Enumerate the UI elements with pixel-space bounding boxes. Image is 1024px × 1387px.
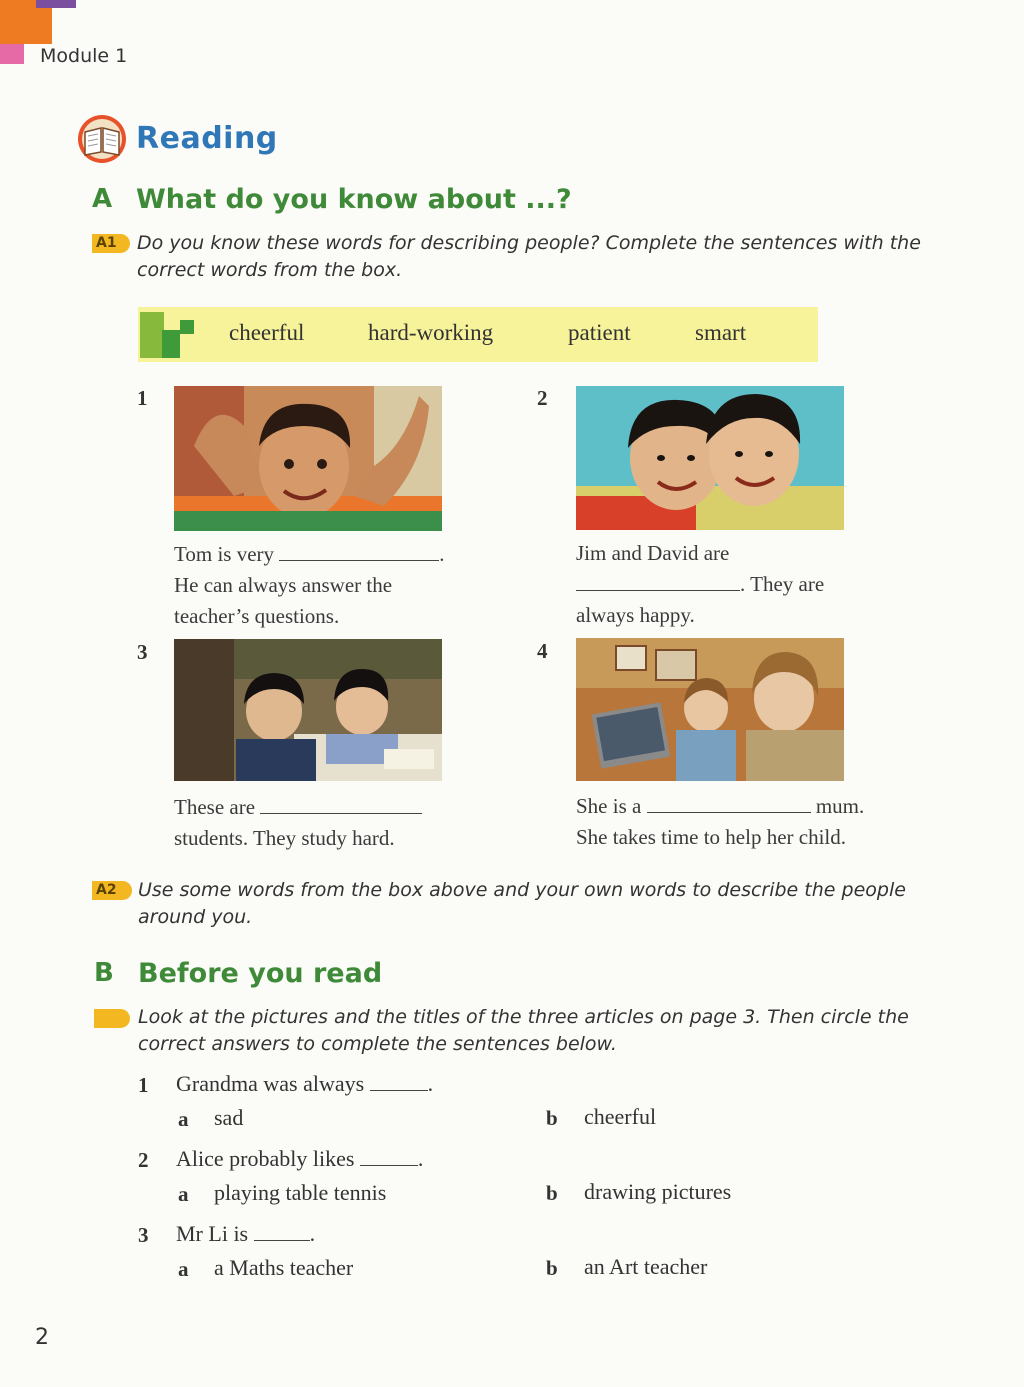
word-patient: patient	[568, 320, 631, 345]
module-label: Module 1	[40, 45, 128, 67]
photo-smiling-boy	[174, 386, 442, 531]
option-a-label: a	[178, 1182, 189, 1206]
word-hard-working: hard-working	[368, 320, 494, 345]
book-icon	[76, 114, 128, 164]
item-1-line2: He can always answer the	[174, 573, 393, 597]
answer-blank[interactable]	[279, 560, 439, 561]
corner-decoration-pink	[0, 44, 24, 64]
question-2: Alice probably likes .	[176, 1146, 424, 1171]
word-box-decoration	[180, 320, 194, 334]
question-number: 2	[138, 1148, 149, 1172]
answer-blank[interactable]	[360, 1165, 418, 1166]
item-3-line1: These are	[174, 792, 422, 823]
item-2-line1: Jim and David are	[576, 541, 730, 565]
section-a-letter: A	[92, 184, 113, 214]
b-instruction-line2: correct answers to complete the sentences below.	[138, 1033, 617, 1055]
option-b-label: b	[546, 1181, 558, 1205]
option-b-label: b	[546, 1256, 558, 1280]
item-2-line2: . They are	[576, 569, 824, 600]
section-b-title: Before you read	[138, 958, 383, 989]
b-tag	[94, 1009, 130, 1028]
b-instruction-line1: Look at the pictures and the titles of the three articles on page 3. Then circle the	[138, 1006, 909, 1028]
option-a[interactable]: a Maths teacher	[214, 1255, 354, 1280]
question-number: 3	[138, 1223, 149, 1247]
item-4-line2: She takes time to help her child.	[576, 825, 847, 849]
word-box-decoration	[140, 312, 164, 358]
option-a-label: a	[178, 1107, 189, 1131]
option-b-label: b	[546, 1106, 558, 1130]
option-b[interactable]: drawing pictures	[584, 1179, 732, 1204]
word-cheerful: cheerful	[229, 320, 305, 345]
word-smart: smart	[695, 320, 747, 345]
item-number: 3	[137, 640, 148, 664]
answer-blank[interactable]	[370, 1090, 428, 1091]
item-1-line3: teacher’s questions.	[174, 604, 340, 628]
photo-students-studying	[174, 639, 442, 781]
option-a[interactable]: playing table tennis	[214, 1180, 387, 1205]
a1-instruction-line2: correct words from the box.	[137, 259, 403, 281]
photo-mother-helping-child	[576, 638, 844, 781]
item-2-line3: always happy.	[576, 603, 695, 627]
a2-instruction-line2: around you.	[138, 906, 253, 928]
answer-blank[interactable]	[260, 813, 422, 814]
a1-instruction-line1: Do you know these words for describing people? Complete the sentences with the	[137, 232, 921, 254]
option-a[interactable]: sad	[214, 1105, 244, 1130]
section-a-title: What do you know about ...?	[136, 184, 572, 215]
answer-blank[interactable]	[254, 1240, 310, 1241]
corner-decoration-purple	[36, 0, 76, 8]
option-b[interactable]: an Art teacher	[584, 1254, 708, 1279]
option-a-label: a	[178, 1257, 189, 1281]
item-number: 1	[137, 386, 148, 410]
answer-blank[interactable]	[647, 812, 811, 813]
question-1: Grandma was always .	[176, 1071, 434, 1096]
word-box-decoration	[162, 330, 180, 358]
question-number: 1	[138, 1073, 149, 1097]
a1-tag: A1	[92, 234, 130, 253]
item-number: 2	[537, 386, 548, 410]
answer-blank[interactable]	[576, 590, 740, 591]
a2-tag: A2	[92, 881, 132, 900]
section-title: Reading	[136, 121, 278, 156]
a2-instruction-line1: Use some words from the box above and your own words to describe the people	[138, 879, 906, 901]
item-number: 4	[537, 639, 548, 663]
item-3-line2: students. They study hard.	[174, 826, 395, 850]
page-number: 2	[35, 1325, 49, 1350]
section-b-letter: B	[94, 958, 114, 988]
photo-two-happy-boys	[576, 386, 844, 530]
item-1-line1: Tom is very .	[174, 542, 445, 566]
item-4-line1: She is a mum.	[576, 794, 865, 818]
question-3: Mr Li is .	[176, 1221, 316, 1246]
option-b[interactable]: cheerful	[584, 1104, 657, 1129]
